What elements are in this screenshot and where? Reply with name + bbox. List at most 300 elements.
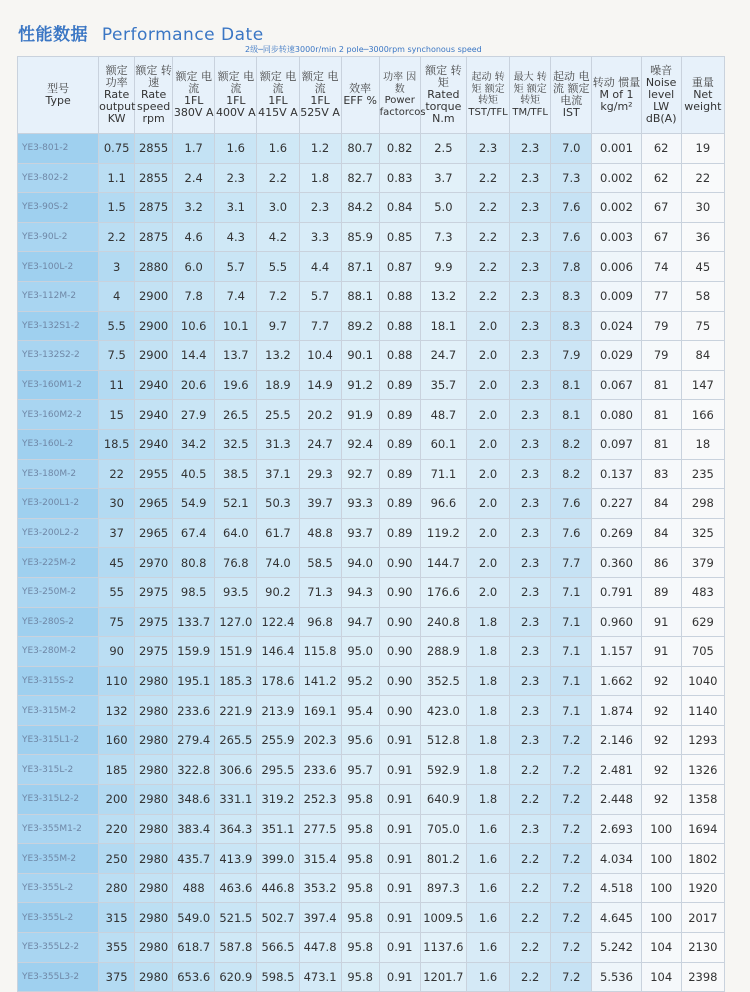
cell-power-factor: 0.82	[379, 134, 420, 164]
cell-efficiency: 82.7	[341, 163, 379, 193]
cell-rate-speed: 2965	[135, 489, 173, 519]
cell-current-415v: 295.5	[257, 755, 299, 785]
cell-type: YE3-160L-2	[18, 429, 99, 459]
cell-rated-torque: 96.6	[420, 489, 466, 519]
cell-tst-tfl: 1.6	[466, 873, 509, 903]
cell-net-weight: 18	[681, 429, 724, 459]
cell-current-380v: 195.1	[173, 666, 215, 696]
cell-noise-level: 91	[641, 607, 681, 637]
cell-current-415v: 90.2	[257, 577, 299, 607]
cell-noise-level: 79	[641, 341, 681, 371]
cell-rate-output: 75	[99, 607, 135, 637]
cell-efficiency: 95.8	[341, 785, 379, 815]
cell-tst-tfl: 2.0	[466, 489, 509, 519]
cell-rate-speed: 2980	[135, 666, 173, 696]
cell-efficiency: 93.7	[341, 518, 379, 548]
table-row	[18, 696, 725, 726]
cell-tm-tfl: 2.3	[510, 429, 551, 459]
cell-noise-level: 83	[641, 459, 681, 489]
cell-rate-speed: 2980	[135, 903, 173, 933]
cell-rate-speed: 2900	[135, 341, 173, 371]
cell-noise-level: 92	[641, 696, 681, 726]
cell-current-380v: 383.4	[173, 814, 215, 844]
cell-tm-tfl: 2.3	[510, 489, 551, 519]
cell-tm-tfl: 2.3	[510, 725, 551, 755]
cell-efficiency: 95.8	[341, 903, 379, 933]
cell-rate-speed: 2975	[135, 607, 173, 637]
cell-type: YE3-200L2-2	[18, 518, 99, 548]
cell-current-400v: 413.9	[215, 844, 257, 874]
cell-type: YE3-112M-2	[18, 281, 99, 311]
header-current-400v-zh: 额定 电流	[217, 70, 255, 95]
cell-current-415v: 502.7	[257, 903, 299, 933]
cell-power-factor: 0.90	[379, 577, 420, 607]
cell-current-415v: 178.6	[257, 666, 299, 696]
cell-current-400v: 521.5	[215, 903, 257, 933]
table-row	[18, 666, 725, 696]
cell-tst-tfl: 2.0	[466, 400, 509, 430]
cell-power-factor: 0.90	[379, 637, 420, 667]
cell-current-415v: 31.3	[257, 429, 299, 459]
cell-rated-torque: 897.3	[420, 873, 466, 903]
cell-efficiency: 91.9	[341, 400, 379, 430]
cell-rate-speed: 2980	[135, 785, 173, 815]
table-row	[18, 222, 725, 252]
cell-tst-tfl: 2.2	[466, 163, 509, 193]
table-row	[18, 489, 725, 519]
cell-current-525v: 1.8	[299, 163, 341, 193]
cell-moment-of-inertia: 1.157	[592, 637, 641, 667]
header-current-400v-en: 1FL 400V A	[216, 94, 256, 119]
table-row	[18, 755, 725, 785]
cell-noise-level: 100	[641, 873, 681, 903]
cell-moment-of-inertia: 1.874	[592, 696, 641, 726]
cell-rated-torque: 176.6	[420, 577, 466, 607]
cell-ist: 7.2	[551, 962, 592, 992]
cell-current-380v: 653.6	[173, 962, 215, 992]
cell-rate-output: 22	[99, 459, 135, 489]
cell-type: YE3-225M-2	[18, 548, 99, 578]
cell-ist: 7.2	[551, 785, 592, 815]
cell-type: YE3-355L-2	[18, 903, 99, 933]
cell-rate-speed: 2965	[135, 518, 173, 548]
cell-efficiency: 94.7	[341, 607, 379, 637]
cell-current-380v: 1.7	[173, 134, 215, 164]
header-net-weight-en: Net weight	[684, 88, 722, 113]
cell-power-factor: 0.89	[379, 489, 420, 519]
header-tst-tfl-en: TST/TFL	[468, 106, 508, 118]
cell-net-weight: 1293	[681, 725, 724, 755]
cell-current-525v: 24.7	[299, 429, 341, 459]
header-ist-zh: 起动 电流 额定 电流	[553, 70, 590, 107]
cell-tm-tfl: 2.3	[510, 341, 551, 371]
cell-rated-torque: 144.7	[420, 548, 466, 578]
cell-current-400v: 32.5	[215, 429, 257, 459]
cell-tm-tfl: 2.3	[510, 400, 551, 430]
cell-moment-of-inertia: 0.269	[592, 518, 641, 548]
cell-ist: 7.2	[551, 903, 592, 933]
cell-type: YE3-315L-2	[18, 755, 99, 785]
cell-net-weight: 75	[681, 311, 724, 341]
cell-noise-level: 81	[641, 370, 681, 400]
cell-current-400v: 364.3	[215, 814, 257, 844]
cell-current-400v: 7.4	[215, 281, 257, 311]
cell-current-525v: 10.4	[299, 341, 341, 371]
cell-moment-of-inertia: 0.097	[592, 429, 641, 459]
header-current-415v-zh: 额定 电流	[259, 70, 297, 95]
header-tm-tfl-zh: 最大 转矩 额定 转矩	[513, 72, 547, 106]
header-type	[18, 57, 99, 134]
cell-current-525v: 252.3	[299, 785, 341, 815]
cell-power-factor: 0.90	[379, 607, 420, 637]
cell-tst-tfl: 2.0	[466, 311, 509, 341]
cell-current-380v: 348.6	[173, 785, 215, 815]
cell-efficiency: 95.6	[341, 725, 379, 755]
cell-current-380v: 2.4	[173, 163, 215, 193]
cell-moment-of-inertia: 2.481	[592, 755, 641, 785]
cell-current-400v: 127.0	[215, 607, 257, 637]
cell-current-525v: 473.1	[299, 962, 341, 992]
cell-current-400v: 331.1	[215, 785, 257, 815]
cell-current-415v: 4.2	[257, 222, 299, 252]
cell-power-factor: 0.88	[379, 341, 420, 371]
header-rate-speed-zh: 额定 转速	[135, 64, 172, 89]
cell-current-525v: 277.5	[299, 814, 341, 844]
cell-rate-output: 45	[99, 548, 135, 578]
cell-rate-output: 0.75	[99, 134, 135, 164]
cell-current-525v: 202.3	[299, 725, 341, 755]
cell-rated-torque: 423.0	[420, 696, 466, 726]
cell-moment-of-inertia: 0.009	[592, 281, 641, 311]
cell-type: YE3-280S-2	[18, 607, 99, 637]
cell-efficiency: 95.2	[341, 666, 379, 696]
cell-net-weight: 298	[681, 489, 724, 519]
cell-ist: 7.8	[551, 252, 592, 282]
cell-ist: 7.6	[551, 489, 592, 519]
cell-rate-speed: 2980	[135, 696, 173, 726]
cell-net-weight: 235	[681, 459, 724, 489]
cell-current-380v: 14.4	[173, 341, 215, 371]
cell-ist: 7.1	[551, 696, 592, 726]
cell-current-400v: 3.1	[215, 193, 257, 223]
cell-noise-level: 86	[641, 548, 681, 578]
header-moment-of-inertia-zh: 转动 惯量	[592, 76, 641, 89]
cell-moment-of-inertia: 0.006	[592, 252, 641, 282]
cell-net-weight: 325	[681, 518, 724, 548]
cell-rate-output: 1.1	[99, 163, 135, 193]
cell-power-factor: 0.89	[379, 370, 420, 400]
cell-efficiency: 95.8	[341, 844, 379, 874]
cell-tm-tfl: 2.3	[510, 193, 551, 223]
cell-rated-torque: 35.7	[420, 370, 466, 400]
cell-power-factor: 0.89	[379, 400, 420, 430]
cell-type: YE3-355L2-2	[18, 933, 99, 963]
cell-noise-level: 92	[641, 725, 681, 755]
cell-current-400v: 64.0	[215, 518, 257, 548]
cell-tst-tfl: 1.6	[466, 844, 509, 874]
cell-power-factor: 0.88	[379, 281, 420, 311]
cell-tst-tfl: 1.8	[466, 755, 509, 785]
cell-rated-torque: 24.7	[420, 341, 466, 371]
cell-net-weight: 19	[681, 134, 724, 164]
cell-tm-tfl: 2.3	[510, 637, 551, 667]
cell-type: YE3-90S-2	[18, 193, 99, 223]
cell-noise-level: 84	[641, 518, 681, 548]
cell-power-factor: 0.91	[379, 755, 420, 785]
cell-rate-speed: 2900	[135, 281, 173, 311]
cell-current-380v: 322.8	[173, 755, 215, 785]
cell-net-weight: 1040	[681, 666, 724, 696]
cell-current-380v: 80.8	[173, 548, 215, 578]
cell-rated-torque: 5.0	[420, 193, 466, 223]
cell-moment-of-inertia: 0.067	[592, 370, 641, 400]
cell-current-415v: 9.7	[257, 311, 299, 341]
header-current-380v	[173, 57, 215, 134]
table-row	[18, 725, 725, 755]
cell-rate-speed: 2940	[135, 370, 173, 400]
cell-rate-speed: 2980	[135, 873, 173, 903]
cell-rate-output: 355	[99, 933, 135, 963]
header-row	[18, 57, 725, 134]
cell-net-weight: 36	[681, 222, 724, 252]
cell-current-400v: 463.6	[215, 873, 257, 903]
cell-rate-output: 4	[99, 281, 135, 311]
cell-current-525v: 7.7	[299, 311, 341, 341]
cell-current-415v: 399.0	[257, 844, 299, 874]
cell-efficiency: 80.7	[341, 134, 379, 164]
cell-current-400v: 2.3	[215, 163, 257, 193]
cell-tm-tfl: 2.2	[510, 933, 551, 963]
header-current-525v-zh: 额定 电流	[301, 70, 339, 95]
header-tst-tfl-zh: 起动 转矩 额定 转矩	[471, 72, 505, 106]
cell-current-380v: 549.0	[173, 903, 215, 933]
cell-noise-level: 89	[641, 577, 681, 607]
cell-current-400v: 52.1	[215, 489, 257, 519]
cell-current-400v: 10.1	[215, 311, 257, 341]
cell-ist: 8.1	[551, 370, 592, 400]
cell-tm-tfl: 2.2	[510, 962, 551, 992]
cell-rate-speed: 2955	[135, 459, 173, 489]
cell-noise-level: 92	[641, 666, 681, 696]
table-row	[18, 341, 725, 371]
cell-tst-tfl: 2.2	[466, 222, 509, 252]
table-row	[18, 873, 725, 903]
cell-power-factor: 0.89	[379, 429, 420, 459]
page-title-chinese: 性能数据	[18, 25, 88, 45]
cell-current-380v: 279.4	[173, 725, 215, 755]
header-rated-torque-en: Rated torque N.m	[425, 88, 462, 125]
cell-tst-tfl: 1.8	[466, 785, 509, 815]
cell-tst-tfl: 1.8	[466, 607, 509, 637]
cell-current-525v: 233.6	[299, 755, 341, 785]
table-row	[18, 785, 725, 815]
cell-tst-tfl: 2.0	[466, 429, 509, 459]
table-row	[18, 281, 725, 311]
cell-tst-tfl: 2.0	[466, 341, 509, 371]
cell-ist: 8.3	[551, 281, 592, 311]
cell-current-415v: 74.0	[257, 548, 299, 578]
cell-current-415v: 5.5	[257, 252, 299, 282]
cell-type: YE3-132S1-2	[18, 311, 99, 341]
cell-tst-tfl: 1.8	[466, 666, 509, 696]
table-row	[18, 193, 725, 223]
cell-current-400v: 76.8	[215, 548, 257, 578]
cell-rate-output: 375	[99, 962, 135, 992]
cell-current-380v: 6.0	[173, 252, 215, 282]
cell-rate-speed: 2875	[135, 222, 173, 252]
cell-type: YE3-200L1-2	[18, 489, 99, 519]
cell-current-400v: 26.5	[215, 400, 257, 430]
cell-current-380v: 98.5	[173, 577, 215, 607]
cell-rate-output: 30	[99, 489, 135, 519]
cell-net-weight: 2398	[681, 962, 724, 992]
cell-type: YE3-315L2-2	[18, 785, 99, 815]
cell-current-400v: 38.5	[215, 459, 257, 489]
cell-net-weight: 22	[681, 163, 724, 193]
header-rate-output-en: Rate output KW	[99, 88, 136, 125]
cell-current-525v: 141.2	[299, 666, 341, 696]
page-title	[18, 20, 264, 45]
header-current-525v-en: 1FL 525V A	[300, 94, 340, 119]
cell-tst-tfl: 2.0	[466, 518, 509, 548]
cell-noise-level: 81	[641, 400, 681, 430]
cell-efficiency: 95.0	[341, 637, 379, 667]
cell-moment-of-inertia: 4.518	[592, 873, 641, 903]
cell-ist: 7.0	[551, 134, 592, 164]
cell-rate-output: 220	[99, 814, 135, 844]
cell-net-weight: 1694	[681, 814, 724, 844]
cell-efficiency: 95.4	[341, 696, 379, 726]
cell-current-415v: 13.2	[257, 341, 299, 371]
cell-ist: 8.1	[551, 400, 592, 430]
cell-rate-output: 7.5	[99, 341, 135, 371]
header-tm-tfl-en: TM/TFL	[512, 106, 548, 118]
header-type-zh: 型号	[47, 82, 70, 95]
cell-power-factor: 0.90	[379, 666, 420, 696]
cell-rate-output: 315	[99, 903, 135, 933]
table-row	[18, 252, 725, 282]
table-header	[18, 57, 725, 134]
cell-current-525v: 58.5	[299, 548, 341, 578]
header-power-factor-en: Power factorcos	[379, 95, 426, 118]
cell-efficiency: 88.1	[341, 281, 379, 311]
cell-power-factor: 0.85	[379, 222, 420, 252]
cell-tst-tfl: 2.0	[466, 459, 509, 489]
cell-rate-output: 2.2	[99, 222, 135, 252]
cell-efficiency: 95.8	[341, 933, 379, 963]
cell-ist: 8.2	[551, 459, 592, 489]
cell-current-380v: 7.8	[173, 281, 215, 311]
header-current-380v-zh: 额定 电流	[175, 70, 212, 95]
cell-rate-output: 110	[99, 666, 135, 696]
cell-net-weight: 84	[681, 341, 724, 371]
header-noise-level-en: Noise level LW dB(A)	[645, 76, 677, 125]
cell-current-380v: 67.4	[173, 518, 215, 548]
cell-rate-output: 37	[99, 518, 135, 548]
cell-noise-level: 100	[641, 814, 681, 844]
cell-current-525v: 1.2	[299, 134, 341, 164]
table-body	[18, 134, 725, 992]
cell-type: YE3-315L1-2	[18, 725, 99, 755]
cell-current-525v: 3.3	[299, 222, 341, 252]
cell-tst-tfl: 2.3	[466, 134, 509, 164]
cell-current-525v: 96.8	[299, 607, 341, 637]
cell-net-weight: 1140	[681, 696, 724, 726]
header-current-415v	[257, 57, 299, 134]
table-row	[18, 311, 725, 341]
cell-net-weight: 166	[681, 400, 724, 430]
cell-efficiency: 95.8	[341, 873, 379, 903]
table-row	[18, 518, 725, 548]
cell-moment-of-inertia: 1.662	[592, 666, 641, 696]
cell-current-525v: 20.2	[299, 400, 341, 430]
cell-type: YE3-315M-2	[18, 696, 99, 726]
cell-noise-level: 84	[641, 489, 681, 519]
cell-rated-torque: 7.3	[420, 222, 466, 252]
cell-rate-output: 55	[99, 577, 135, 607]
cell-moment-of-inertia: 2.146	[592, 725, 641, 755]
cell-type: YE3-160M1-2	[18, 370, 99, 400]
cell-current-400v: 306.6	[215, 755, 257, 785]
cell-rated-torque: 1201.7	[420, 962, 466, 992]
cell-rate-output: 132	[99, 696, 135, 726]
header-rated-torque	[420, 57, 466, 134]
cell-tst-tfl: 2.2	[466, 193, 509, 223]
cell-rate-speed: 2855	[135, 134, 173, 164]
cell-ist: 8.3	[551, 311, 592, 341]
cell-noise-level: 79	[641, 311, 681, 341]
header-net-weight	[681, 57, 724, 134]
cell-noise-level: 92	[641, 785, 681, 815]
cell-rated-torque: 1009.5	[420, 903, 466, 933]
header-rate-speed-en: Rate speed rpm	[137, 88, 171, 125]
cell-tm-tfl: 2.3	[510, 607, 551, 637]
cell-ist: 7.7	[551, 548, 592, 578]
cell-net-weight: 379	[681, 548, 724, 578]
cell-efficiency: 95.8	[341, 962, 379, 992]
table-row	[18, 370, 725, 400]
cell-rate-output: 11	[99, 370, 135, 400]
table-row	[18, 637, 725, 667]
cell-tm-tfl: 2.2	[510, 755, 551, 785]
cell-moment-of-inertia: 0.024	[592, 311, 641, 341]
cell-current-415v: 2.2	[257, 163, 299, 193]
cell-ist: 7.6	[551, 193, 592, 223]
cell-rated-torque: 71.1	[420, 459, 466, 489]
cell-efficiency: 95.8	[341, 814, 379, 844]
cell-current-415v: 146.4	[257, 637, 299, 667]
cell-rate-speed: 2975	[135, 637, 173, 667]
cell-power-factor: 0.90	[379, 548, 420, 578]
cell-rate-output: 280	[99, 873, 135, 903]
cell-tst-tfl: 1.6	[466, 933, 509, 963]
cell-net-weight: 629	[681, 607, 724, 637]
cell-ist: 7.2	[551, 814, 592, 844]
cell-current-380v: 34.2	[173, 429, 215, 459]
cell-tst-tfl: 1.6	[466, 903, 509, 933]
cell-rate-output: 15	[99, 400, 135, 430]
cell-current-415v: 7.2	[257, 281, 299, 311]
cell-ist: 7.1	[551, 666, 592, 696]
cell-rate-speed: 2875	[135, 193, 173, 223]
header-power-factor-zh: 功率 因数	[383, 72, 417, 95]
cell-efficiency: 95.7	[341, 755, 379, 785]
cell-current-380v: 488	[173, 873, 215, 903]
cell-tst-tfl: 1.6	[466, 962, 509, 992]
cell-current-415v: 18.9	[257, 370, 299, 400]
cell-noise-level: 100	[641, 903, 681, 933]
cell-noise-level: 100	[641, 844, 681, 874]
